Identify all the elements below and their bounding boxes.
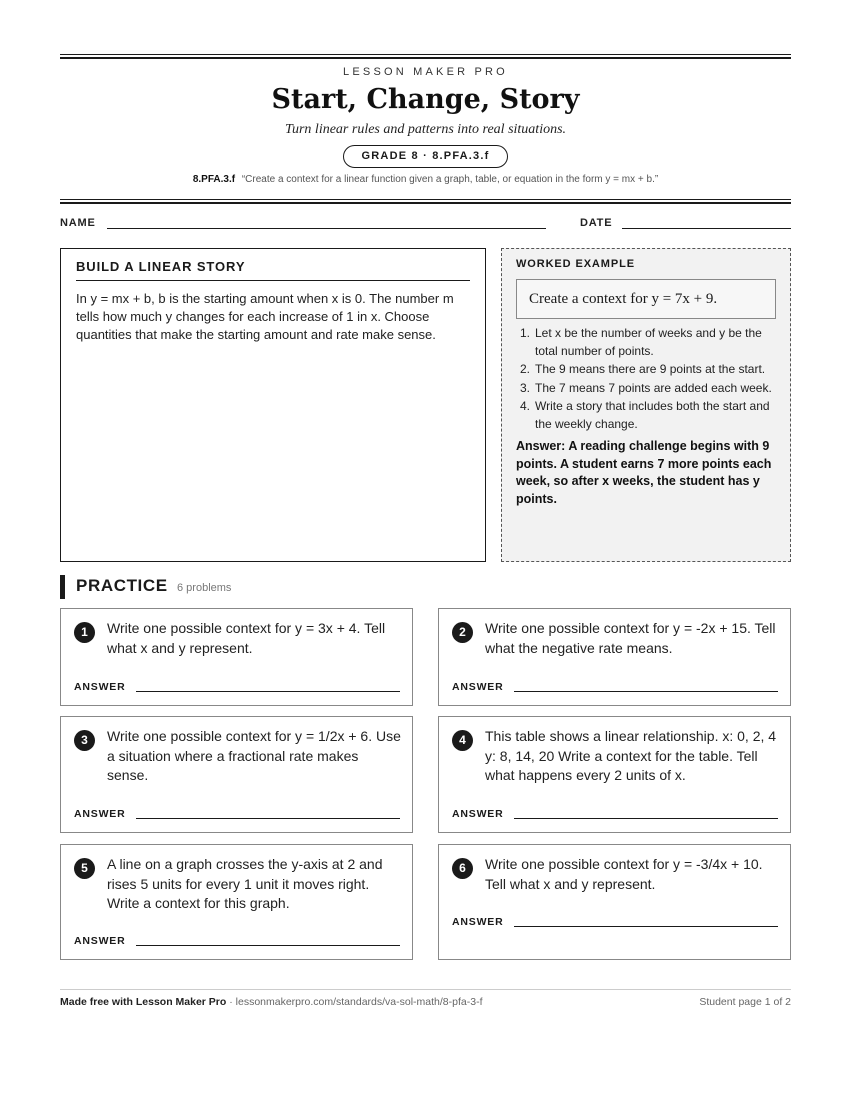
problem-number-badge: 2 [452, 622, 473, 643]
standard-code: 8.PFA.3.f [192, 174, 236, 185]
problem-number-badge: 5 [74, 858, 95, 879]
problem-card-1 [60, 608, 413, 706]
practice-title: PRACTICE [76, 576, 168, 595]
intro-heading: BUILD A LINEAR STORY [76, 259, 470, 281]
answer-label: ANSWER [74, 681, 126, 693]
footer-page-number: Student page 1 of 2 [699, 996, 791, 1008]
problem-number-badge: 6 [452, 858, 473, 879]
worked-step: 2. The 9 means there are 9 points at the start. [520, 362, 766, 376]
answer-line-6[interactable] [514, 926, 778, 927]
worked-step: 1. Let x be the number of weeks and y be the total number of points. [520, 326, 762, 358]
practice-count: 6 problems [177, 582, 232, 594]
footer-credit [60, 996, 483, 1008]
worksheet-title: Start, Change, Story [271, 84, 580, 115]
brand-name: LESSON MAKER PRO [343, 66, 508, 78]
intro-box [60, 248, 486, 562]
date-label: DATE [580, 217, 613, 229]
problem-text: A line on a graph crosses the y-axis at 2 and rises 5 units for every 1 unit it moves right. Write a context for this graph. [107, 856, 383, 911]
standard-line [60, 174, 791, 185]
answer-label: ANSWER [452, 681, 504, 693]
worked-example-heading: WORKED EXAMPLE [516, 258, 635, 270]
problem-card-5 [60, 844, 413, 960]
problem-text: Write one possible context for y = -2x + 15. Tell what the negative rate means. [485, 620, 776, 656]
date-field[interactable] [622, 228, 791, 229]
answer-line-1[interactable] [136, 691, 400, 692]
name-field[interactable] [107, 228, 546, 229]
answer-label: ANSWER [74, 935, 126, 947]
name-label: NAME [60, 217, 96, 229]
worked-example-box [501, 248, 791, 562]
answer-line-2[interactable] [514, 691, 778, 692]
problem-text: Write one possible context for y = -3/4x + 10. Tell what x and y represent. [485, 856, 763, 892]
answer-label: ANSWER [74, 808, 126, 820]
header-top-rule [60, 54, 791, 59]
answer-label: ANSWER [452, 808, 504, 820]
intro-body: In y = mx + b, b is the starting amount when x is 0. The number m tells how much y changes for each increase of 1 in x. Choose quantities that make the starting amount and rate make sense. [76, 291, 454, 342]
problem-card-6 [438, 844, 791, 960]
problem-card-2 [438, 608, 791, 706]
footer-made-with: Made free with Lesson Maker Pro [60, 996, 227, 1008]
standard-text: “Create a context for a linear function given a graph, table, or equation in the form y = mx + b.” [241, 174, 659, 185]
answer-line-4[interactable] [514, 818, 778, 819]
problem-number-badge: 1 [74, 622, 95, 643]
answer-line-3[interactable] [136, 818, 400, 819]
problem-text: Write one possible context for y = 1/2x + 6. Use a situation where a fractional rate makes sense. [107, 728, 401, 783]
worksheet-header [60, 54, 791, 204]
problem-card-4 [438, 716, 791, 833]
answer-line-5[interactable] [136, 945, 400, 946]
header-bottom-rule [60, 199, 791, 204]
footer-rule [60, 989, 791, 990]
worked-step: 4. Write a story that includes both the start and the weekly change. [520, 399, 770, 431]
grade-badge: GRADE 8 · 8.PFA.3.f [343, 145, 508, 168]
problem-card-3 [60, 716, 413, 833]
worked-step: 3. The 7 means 7 points are added each week. [520, 380, 772, 395]
problem-number-badge: 4 [452, 730, 473, 751]
problem-number-badge: 3 [74, 730, 95, 751]
problem-text: This table shows a linear relationship. x: 0, 2, 4 y: 8, 14, 20 Write a context for the table. Tell what happens every 2 units of x. [485, 728, 777, 783]
worked-example-steps [516, 325, 776, 433]
worked-example-prompt: Create a context for y = 7x + 9. [516, 279, 776, 319]
answer-label: ANSWER [452, 916, 504, 928]
worked-example-answer: Answer: A reading challenge begins with 9 points. A student earns 7 more points each week, so after x weeks, the student has y points. [516, 439, 772, 506]
problem-text: Write one possible context for y = 3x + 4. Tell what x and y represent. [107, 620, 386, 656]
worksheet-subtitle: Turn linear rules and patterns into real situations. [284, 122, 567, 137]
practice-accent-bar [60, 575, 65, 599]
footer-url: · lessonmakerpro.com/standards/va-sol-math/8-pfa-3-f [226, 996, 483, 1008]
